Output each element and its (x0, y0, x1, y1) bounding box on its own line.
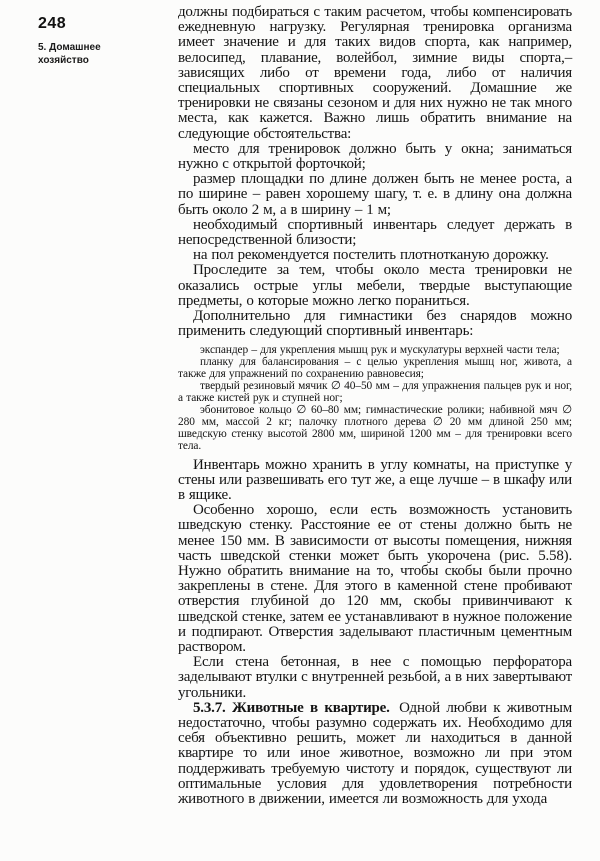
small-print-inventory-list (178, 345, 572, 452)
paragraph-inventory-intro: Дополнительно для гимнастики без снарядов можно применить следующий спортивный инвентарь: (178, 308, 572, 340)
paragraph-wall-bars: Особенно хорошо, если есть возможность установить шведскую стенку. Расстояние ее от стены должно быть не менее 150 мм. В зависимости от высоты помещения, нижняя часть шведской стенки может быть укорочена (рис. 5.58). Нужно обратить внимание на то, чтобы скобы были прочно закреплены в стене. Для этого в каменной стене пробивают отверстия глубиной до 120 мм, скобы привинчивают к шведской стенке, затем ее устанавливают в нужное положение и подпирают. Отверстия заделывают пластичным цементным раствором. (178, 502, 572, 656)
paragraph-storage: Инвентарь можно хранить в углу комнаты, на приступке у стены или развешивать его тут же, а еще лучше – в шкафу или в ящике. (178, 456, 572, 504)
section-body-text: Одной любви к животным недостаточно, чтобы разумно содержать их. Необходимо для себя объективно решить, может ли находиться в данной квартире то или иное животное, возможно ли при этом поддерживать требуемую чистоту и порядок, существуют ли оптимальные условия для удовлетворения потребности животного в движении, имеется ли возможность для ухода (178, 699, 572, 808)
running-head-line1: 5. Домашнее (38, 42, 101, 53)
small-print-item-balance-bar: планку для балансирования – с целью укрепления мышц ног, живота, а также для упражнений по сохранению равновесия; (178, 356, 572, 381)
page-number: 248 (38, 15, 67, 32)
running-head (38, 42, 101, 67)
list-item-floor-mat: на пол рекомендуется постелить плотнотканую дорожку. (193, 247, 549, 264)
section-5-3-7-paragraph (178, 701, 572, 807)
small-print-item-rubber-ball: твердый резиновый мячик ∅ 40–50 мм – для упражнения пальцев рук и ног, а также кистей рук и ступней ног; (178, 380, 572, 405)
text-column (178, 5, 572, 807)
running-head-line2: хозяйство (38, 54, 89, 66)
list-item-area-size: размер площадки по длине должен быть не менее роста, а по ширине – равен хорошему шагу, т. е. в длину она должна быть около 2 м, а в ширину – 1 м; (178, 171, 572, 218)
small-print-item-expander: экспандер – для укрепления мышц рук и мускулатуры верхней части тела; (200, 344, 560, 357)
paragraph-continuation: должны подбираться с таким расчетом, чтобы компенсировать ежедневную нагрузку. Регулярная тренировка организма имеет значение и для таких видов спорта, как например, велосипед, плавание, волейбол, зимние виды спорта,– зависящих либо от времени года, либо от наличия специальных спортивных сооружений. Домашние же тренировки не связаны сезоном и для них нужно не так много места, как кажется. Важно лишь обратить внимание на следующие обстоятельства: (178, 4, 572, 142)
small-print-item-other-equipment: эбонитовое кольцо ∅ 60–80 мм; гимнастические ролики; набивной мяч ∅ 280 мм, массой 2 кг; палочку плотного дерева ∅ 20 мм длиной 250 мм; шведскую стенку высотой 2800 мм, шириной 1200 мм – для тренировки всего тела. (178, 404, 572, 452)
section-heading: 5.3.7. Животные в квартире. (193, 699, 397, 716)
list-item-inventory-nearby: необходимый спортивный инвентарь следует держать в непосредственной близости; (178, 216, 572, 249)
paragraph-safety: Проследите за тем, чтобы около места тренировки не оказались острые углы мебели, твердые выступающие предметы, о которые можно легко пораниться. (178, 262, 572, 309)
margin-header (38, 15, 101, 67)
list-item-training-place: место для тренировок должно быть у окна; заниматься нужно с открытой форточкой; (178, 140, 572, 173)
paragraph-concrete-wall: Если стена бетонная, в нее с помощью перфоратора заделывают втулки с внутренней резьбой, а в них завертывают угольники. (178, 654, 572, 701)
